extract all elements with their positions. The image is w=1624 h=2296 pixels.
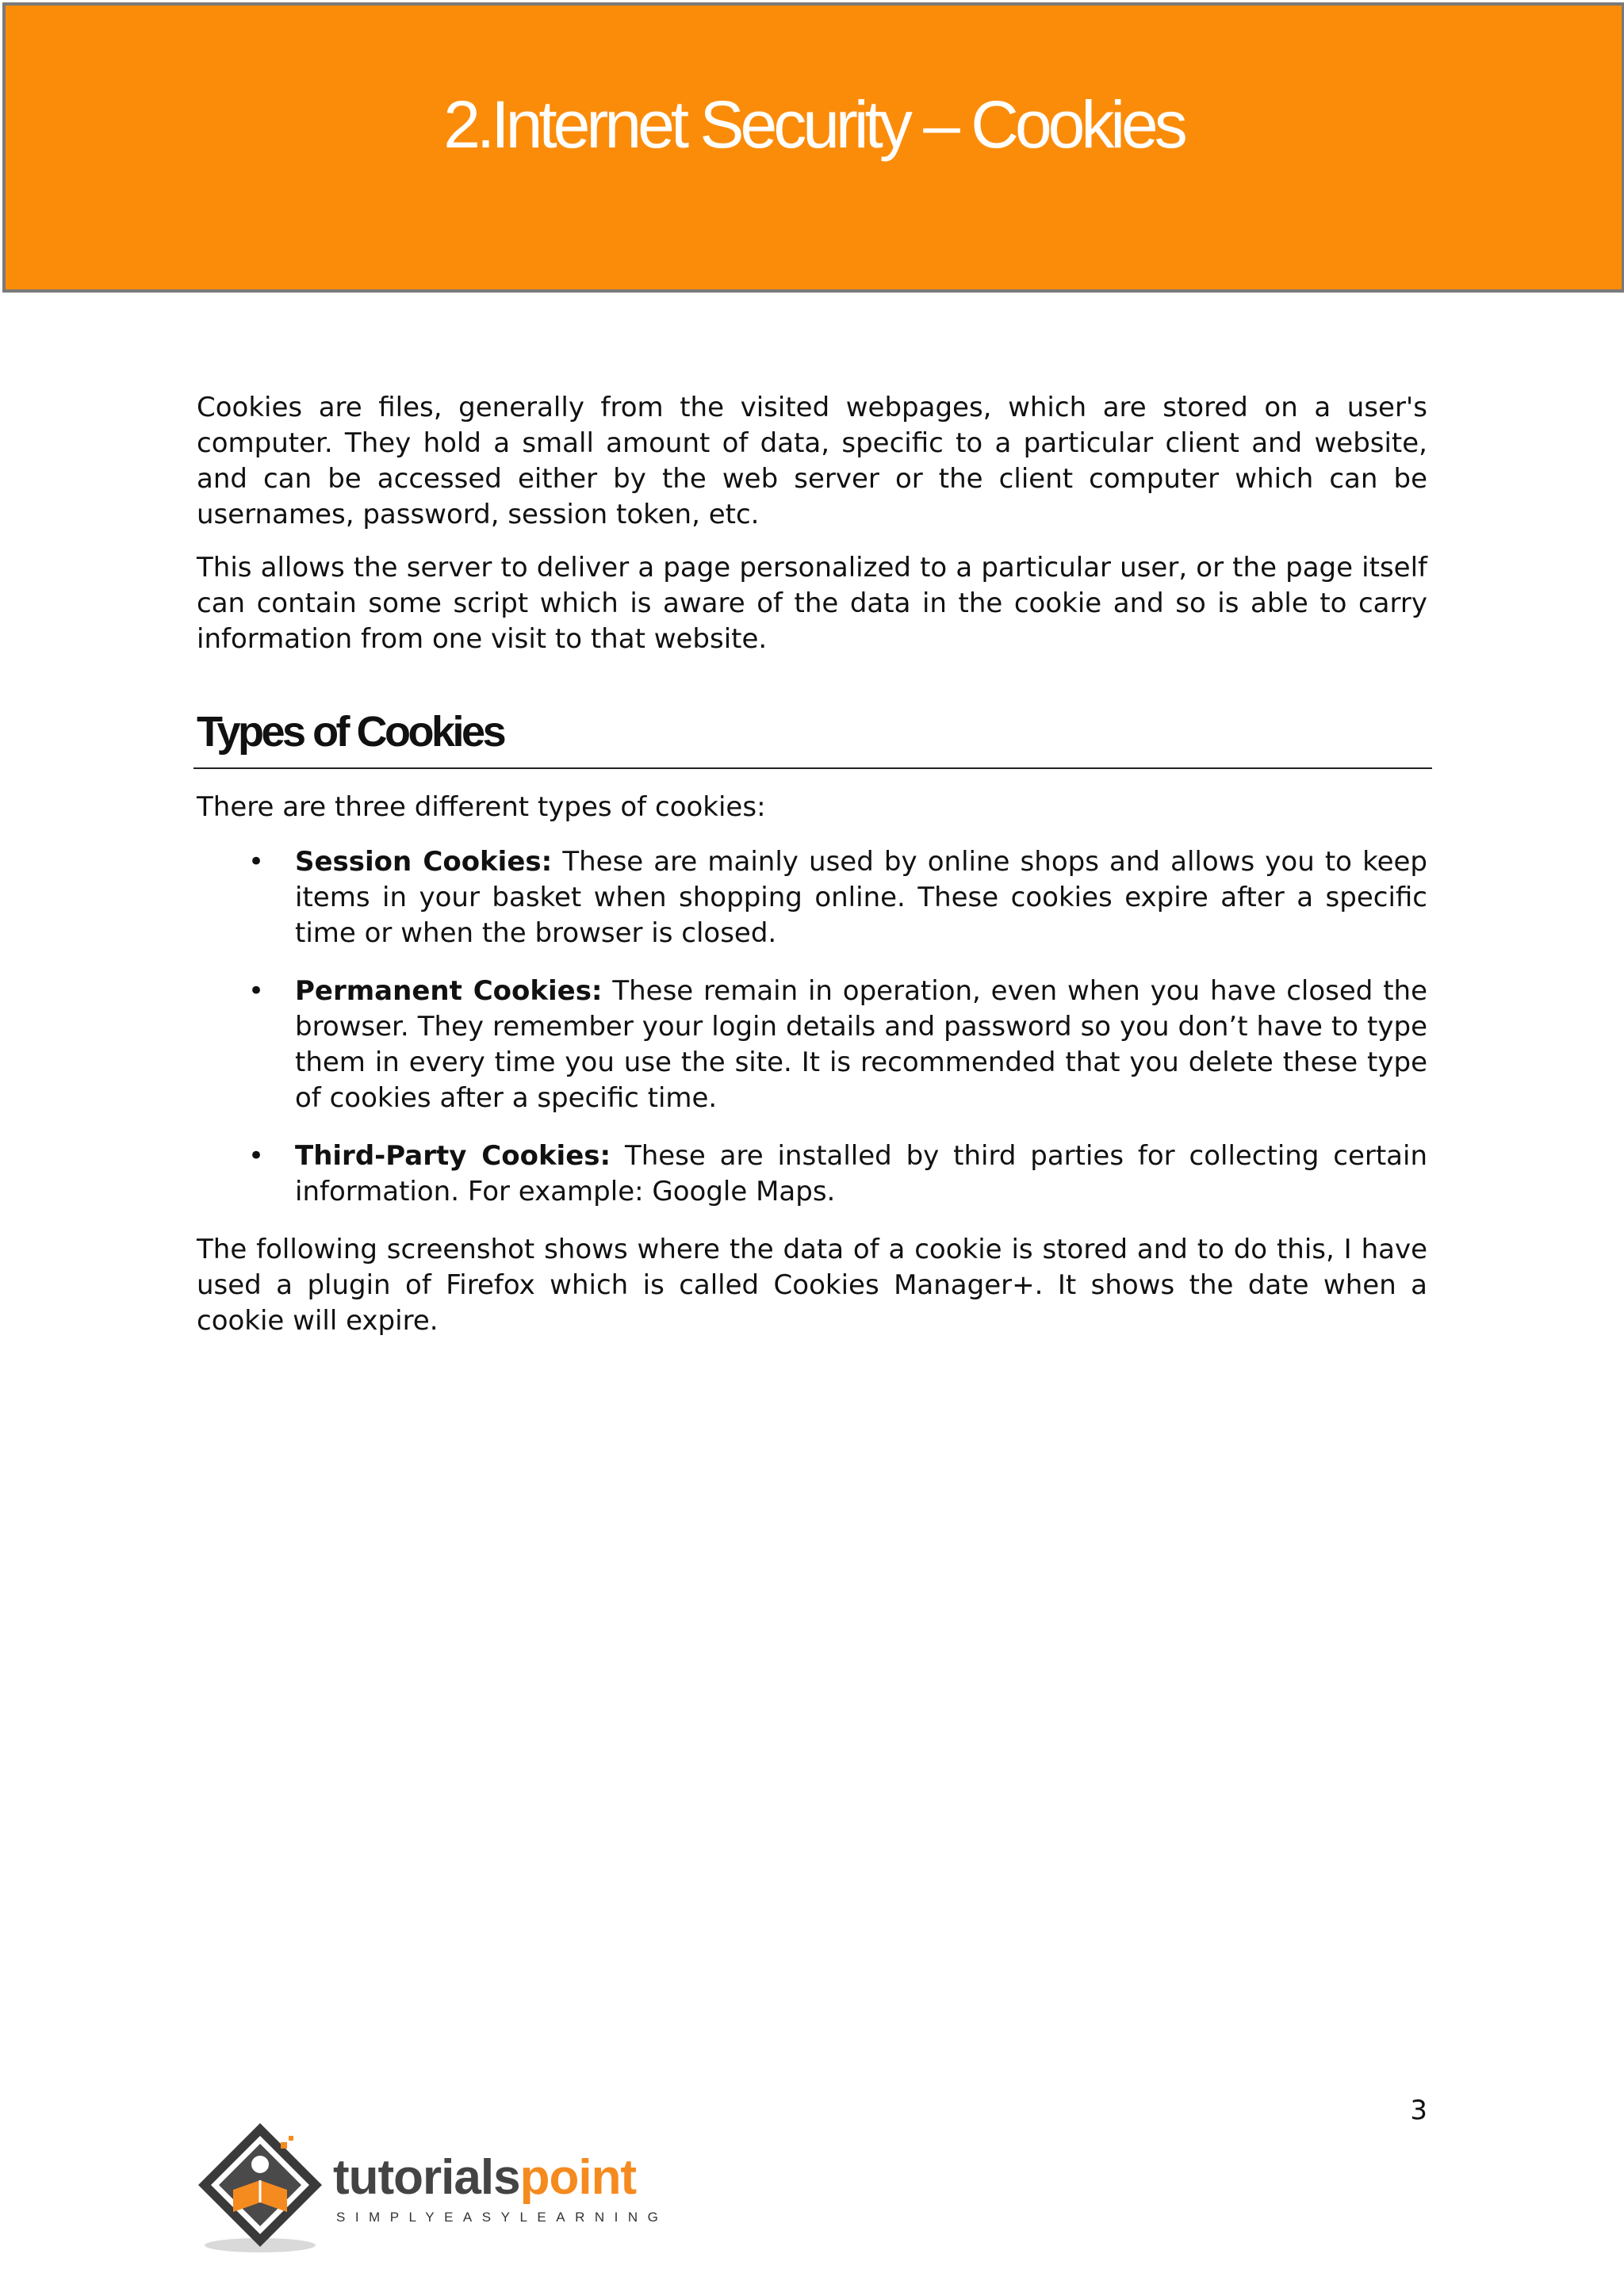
intro-paragraph-2: This allows the server to deliver a page personalized to a particular user, or the page itself can contain some script which is aware of the data in the cookie and so is able to carry information from one visit to that website. (197, 552, 1427, 655)
bullet-icon: • (248, 975, 265, 1007)
section-heading: Types of Cookies (197, 708, 504, 756)
list-item-term: Third-Party Cookies: (295, 1140, 611, 1172)
heading-divider (193, 767, 1432, 769)
closing-paragraph: The following screenshot shows where the data of a cookie is stored and to do this, I have used a plugin of Firefox which is called Cookies Manager+. It shows the date when a cookie will expire. (197, 1234, 1427, 1337)
list-item-text: These are mainly used by online shops and allows you to keep items in your basket when shopping online. These cookies expire after a specific time or when the browser is closed. (295, 846, 1427, 949)
chapter-banner (2, 2, 1624, 293)
list-item-text: These are installed by third parties for collecting certain information. For example: Google Maps. (295, 1140, 1427, 1207)
list-item-text: These remain in operation, even when you have closed the browser. They remember your login details and password so you don’t have to type them in every time you use the site. It is recommended that you delete these type of cookies after a specific time. (295, 975, 1427, 1114)
list-item-term: Session Cookies: (295, 846, 553, 878)
list-item (197, 844, 1427, 951)
list-item (197, 974, 1427, 1116)
intro-paragraph-1: Cookies are files, generally from the visited webpages, which are stored on a user's computer. They hold a small amount of data, specific to a particular client and website, and can be accessed either by the web server or the client computer which can be usernames, password, session token, etc. (197, 392, 1427, 530)
types-lead: There are three different types of cookies: (197, 791, 766, 823)
bullet-icon: • (248, 1140, 265, 1172)
list-item-term: Permanent Cookies: (295, 975, 603, 1007)
bullet-icon: • (248, 846, 265, 878)
logo-wordmark: tutorialspoint (333, 2150, 637, 2205)
tutorialspoint-logo-icon (193, 2118, 336, 2261)
chapter-title: 2.Internet Security – Cookies (443, 87, 1184, 162)
types-section (197, 790, 1427, 1358)
list-item (197, 1138, 1427, 1210)
cookie-types-list (197, 844, 1427, 1210)
intro-section (197, 390, 1427, 675)
logo-tagline: SIMPLYEASYLEARNING (336, 2210, 668, 2225)
tutorialspoint-logo (193, 2118, 685, 2261)
page-number: 3 (1410, 2095, 1427, 2126)
